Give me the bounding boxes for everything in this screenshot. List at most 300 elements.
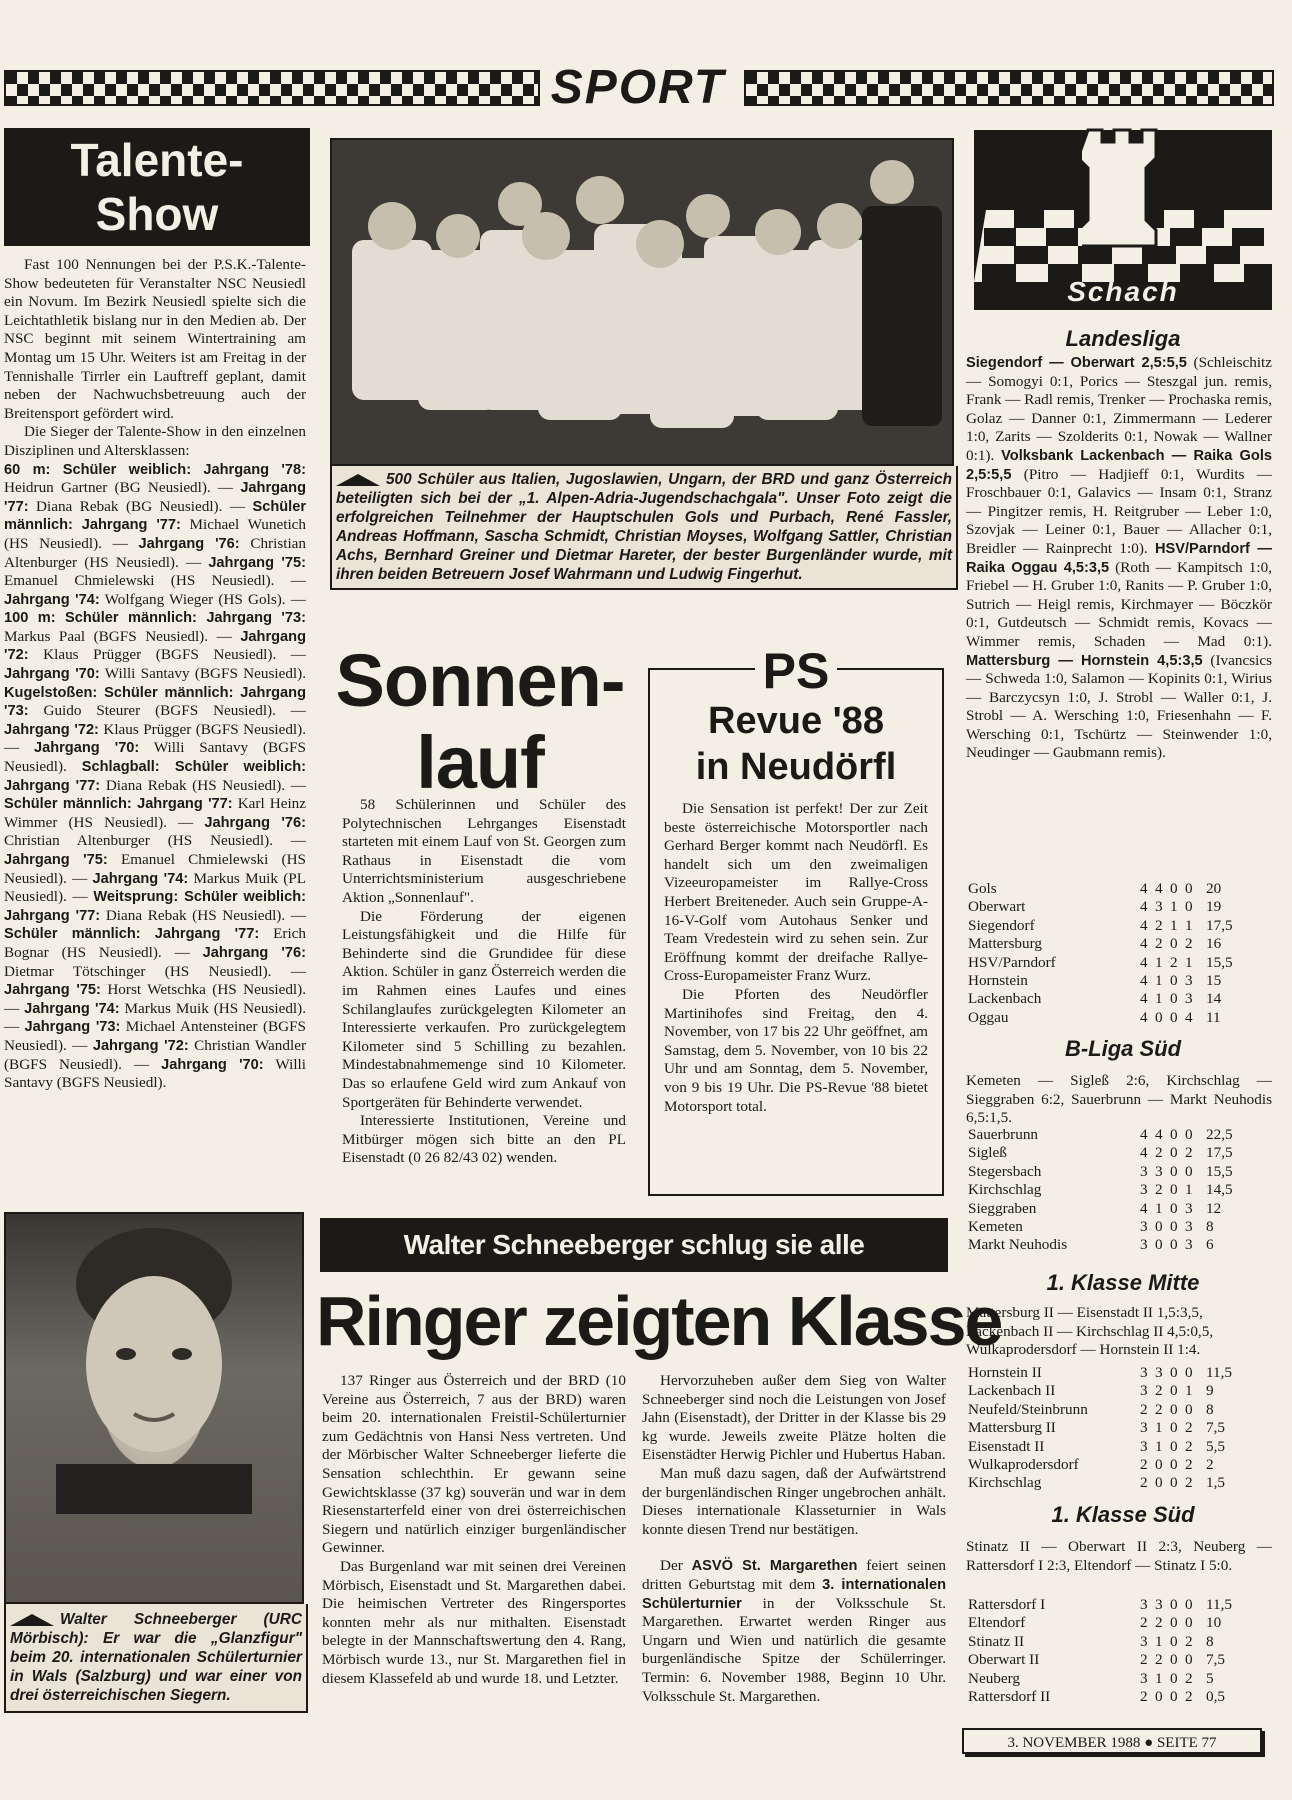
landesliga-team: Gols [968, 880, 997, 897]
section-title: SPORT [550, 61, 726, 114]
mitte-team: Hornstein II [968, 1364, 1042, 1381]
talente-result-bold-17: Weitsprung: Schüler weiblich: Jahrgang '77: [4, 889, 306, 924]
bliga-points: 14,5 [1206, 1181, 1233, 1199]
bliga-row [968, 1181, 1268, 1199]
sued-stat: 1 [1155, 1669, 1163, 1687]
talente-result-bold-0: 60 m: Schüler weiblich: Jahrgang '78: [4, 461, 306, 478]
sued-stat: 0 [1185, 1614, 1193, 1632]
landesliga-match-bold-3: Mattersburg — Hornstein 4,5:3,5 [966, 652, 1203, 669]
bliga-row [968, 1236, 1268, 1254]
talente-result-text-20: Horst Wetschka (HS Neusiedl). — [4, 981, 306, 1017]
header-checker-left [4, 70, 540, 106]
mitte-title: 1. Klasse Mitte [1046, 1270, 1200, 1295]
talente-result-bold-6: 100 m: Schüler männlich: Jahrgang '73: [4, 610, 306, 627]
bliga-table [968, 1126, 1268, 1255]
landesliga-stat: 4 [1140, 1008, 1148, 1026]
landesliga-row [968, 972, 1268, 990]
talente-result-bold-8: Jahrgang '70: [4, 666, 100, 683]
sued-points: 8 [1206, 1632, 1214, 1650]
talente-title-2: Show [95, 188, 219, 240]
sued-stat: 2 [1185, 1632, 1193, 1650]
talente-result-text-8: Willi Santavy (BGFS Neusiedl). [99, 665, 306, 683]
mitte-stat: 2 [1140, 1474, 1148, 1492]
bliga-stat: 0 [1155, 1218, 1163, 1236]
mitte-stat: 1 [1155, 1419, 1163, 1437]
sued-points: 0,5 [1206, 1688, 1225, 1706]
landesliga-row [968, 1009, 1268, 1027]
sued-team: Stinatz II [968, 1632, 1025, 1650]
landesliga-points: 15 [1206, 972, 1222, 990]
bliga-team: Kirchschlag [968, 1181, 1042, 1199]
landesliga-row [968, 880, 1268, 898]
sonnenlauf-p1: 58 Schülerinnen und Schüler des Polytechnischen Lehrganges Eisenstadt starteten mit einem Lauf von St. Georgen zum Rathaus in Eisenstadt die vom Unterrichtsministerium ausgeschriebene Aktion „Sonnenlauf". [342, 796, 626, 906]
talente-result-text-2: Michael Wunetich (HS Neusiedl). — [4, 516, 306, 552]
talente-result-text-16: Markus Muik (PL Neusiedl). — [4, 869, 306, 906]
sued-team: Rattersdorf II [968, 1688, 1051, 1706]
sued-points: 5 [1206, 1669, 1214, 1687]
ps-p2: Die Pforten des Neudörfler Martinihofes sind Freitag, den 4. November, von 17 bis 22 Uhr geöffnet, am Samstag, dem 5. November, von 10 bis 22 Uhr und am Sonntag, dem 5. November, von 9 bis 19 Uhr. Die PS-Revue '88 bietet Motorsport total. [664, 985, 928, 1115]
talente-result-bold-9: Kugelstoßen: Schüler männlich: Jahrgang '73: [4, 684, 306, 720]
footer-date-page: 3. NOVEMBER 1988 ● SEITE 77 [962, 1728, 1262, 1754]
mitte-stat: 1 [1185, 1382, 1193, 1400]
caption-arrow-icon [336, 474, 380, 486]
mitte-team: Mattersburg II [968, 1419, 1056, 1437]
landesliga-match-text-2: (Roth — Kampitsch 1:0, Friebel — H. Gruber 1:0, Ranits — P. Gruber 1:0, Sutrich — Heigl remis, Kirchmayer — Böczkör 0:1, Gutdeutsch — Schmidt remis, Kovacs — Wimmer remis, Schaden — Mad 0:1). [966, 558, 1272, 650]
sued-stat: 1 [1155, 1632, 1163, 1650]
mitte-points: 2 [1206, 1456, 1214, 1474]
bliga-stat: 3 [1140, 1162, 1148, 1180]
sued-stat: 0 [1155, 1688, 1163, 1706]
talente-result-bold-5: Jahrgang '74: [4, 591, 100, 608]
mitte-stat: 2 [1140, 1400, 1148, 1418]
landesliga-points: 11 [1206, 1008, 1221, 1026]
bliga-stat: 4 [1140, 1126, 1148, 1143]
sued-stat: 3 [1140, 1596, 1148, 1613]
bliga-points: 17,5 [1206, 1144, 1233, 1162]
landesliga-stat: 4 [1155, 880, 1163, 897]
landesliga-stat: 2 [1155, 935, 1163, 953]
talente-result-text-3: Christian Altenburger (HS Neusiedl). — [4, 534, 306, 571]
landesliga-points: 20 [1206, 880, 1222, 897]
landesliga-stat: 0 [1170, 972, 1178, 990]
sonnenlauf-headline [330, 640, 630, 804]
portrait-photo [4, 1212, 304, 1604]
mitte-results: Mattersburg II — Eisenstadt II 1,5:3,5, Lackenbach II — Kirchschlag II 4,5:0,5, Wulkaprodersdorf — Hornstein II 1:4. [966, 1304, 1214, 1359]
landesliga-stat: 1 [1155, 972, 1163, 990]
mitte-stat: 1 [1155, 1437, 1163, 1455]
talente-result-text-14: Christian Altenburger (HS Neusiedl). — [4, 832, 306, 850]
talente-result-text-5: Wolfgang Wieger (HS Gols). — [99, 590, 306, 608]
landesliga-team: Oberwart [968, 898, 1026, 916]
landesliga-stat: 0 [1170, 880, 1178, 897]
landesliga-match-text-1: (Pitro — Hadjieff 0:1, Wurdits — Froschbauer 0:1, Galavics — Insam 0:1, Stranz — Pingitzer remis, H. Reitgruber — Leber 1:0, Szovjak — Leiner 0:1, Bauer — Allacher 0:1, Breidler — Rainprecht 1:0). [966, 465, 1272, 557]
sued-stat: 2 [1155, 1651, 1163, 1669]
landesliga-stat: 4 [1140, 880, 1148, 897]
ps-title-3: in Neudörfl [695, 746, 897, 788]
landesliga-row [968, 935, 1268, 953]
mitte-stat: 0 [1155, 1456, 1163, 1474]
bliga-stat: 0 [1170, 1199, 1178, 1217]
talente-result-text-23: Christian Wandler (BGFS Neusiedl). — [4, 1036, 306, 1073]
mitte-points: 7,5 [1206, 1419, 1225, 1437]
mitte-stat: 2 [1185, 1437, 1193, 1455]
sued-stat: 2 [1140, 1651, 1148, 1669]
sued-table [968, 1596, 1268, 1706]
landesliga-points: 15,5 [1206, 953, 1233, 971]
landesliga-points: 14 [1206, 990, 1222, 1008]
sued-points: 7,5 [1206, 1651, 1225, 1669]
ringer-c2p3-a: Der [660, 1557, 692, 1575]
talente-result-bold-10: Jahrgang '72: [4, 721, 99, 738]
landesliga-stat: 3 [1185, 972, 1193, 990]
sued-stat: 0 [1170, 1651, 1178, 1669]
schach-logo [974, 130, 1272, 310]
bliga-stat: 1 [1155, 1199, 1163, 1217]
mitte-stat: 3 [1140, 1419, 1148, 1437]
mitte-row [968, 1382, 1268, 1400]
bliga-row [968, 1200, 1268, 1218]
talente-result-text-21: Markus Muik (HS Neusiedl). — [4, 999, 306, 1036]
talente-result-bold-21: Jahrgang '74: [24, 1000, 120, 1017]
landesliga-match-bold-2: HSV/Parndorf — Raika Oggau 4,5:3,5 [966, 540, 1272, 576]
mitte-points: 11,5 [1206, 1364, 1233, 1381]
bliga-team: Sigleß [968, 1144, 1007, 1162]
landesliga-row [968, 954, 1268, 972]
bliga-stat: 3 [1185, 1199, 1193, 1217]
landesliga-stat: 4 [1140, 953, 1148, 971]
talente-result-text-13: Karl Heinz Wimmer (HS Neusiedl). — [4, 795, 306, 831]
talente-result-bold-11: Jahrgang '70: [33, 740, 140, 757]
mitte-row [968, 1401, 1268, 1419]
talente-results [4, 461, 306, 1093]
bliga-stat: 0 [1170, 1218, 1178, 1236]
landesliga-points: 16 [1206, 935, 1222, 953]
sued-stat: 0 [1170, 1632, 1178, 1650]
team-photo-caption-text: 500 Schüler aus Italien, Jugoslawien, Ungarn, der BRD und ganz Österreich beteiligten sich bei der „1. Alpen-Adria-Jugendschachgala". Unser Foto zeigt die erfolgreichen Teilnehmer der Hauptschulen Gols und Purbach, René Fassler, Andreas Hoffmann, Sascha Schmidt, Christian Moyses, Wolfgang Sattler, Christian Achs, Bernhard Greiner und Dietmar Hareter, der bester Burgenländer wurde, mit ihren beiden Betreuern Josef Wahrmann und Ludwig Fingerhut. [336, 471, 952, 583]
mitte-stat: 2 [1185, 1456, 1193, 1474]
mitte-row [968, 1474, 1268, 1492]
landesliga-points: 19 [1206, 898, 1222, 916]
ps-p1: Die Sensation ist perfekt! Der zur Zeit beste österreichische Motorsportler nach Gerhard Berger kommt nach Neudörfl. Es handelt sich um den zweimaligen Vizeeuropameister im Rallye-Cross Herbert Breiteneder. Auch sein Gruppe-A-16-V-Golf vom Autohaus Senker und Team Vredestein wird zu sehen sein. Zur Eröffnung kommt der dreifache Rallye-Cross-Europameister Franz Wurz. [664, 800, 928, 985]
talente-result-bold-20: Jahrgang '75: [4, 982, 101, 999]
ringer-c1p1: 137 Ringer aus Österreich und der BRD (10 Vereine aus Österreich, 7 aus der BRD) waren beim 20. internationalen Freistil-Schülerturnier zum Gedächtnis von Hansi Ness vertreten. Und der Mörbischer Walter Schneeberger lieferte die Sensation schlechthin. Er gewann seine Gewichtsklasse (37 kg) souverän und war in dem Riesenstarterfeld einer von drei österreichischen Siegern und natürlich einziger burgenländischer Gewinner. [322, 1372, 626, 1557]
landesliga-team: Oggau [968, 1008, 1009, 1026]
mitte-stat: 2 [1185, 1474, 1193, 1492]
talente-result-text-10: Klaus Prügger (BGFS Neusiedl). — [4, 720, 307, 757]
bliga-stat: 0 [1185, 1162, 1193, 1180]
talente-result-bold-24: Jahrgang '70: [161, 1056, 264, 1073]
rook-icon [1082, 126, 1162, 266]
landesliga-match-bold-0: Siegendorf — Oberwart 2,5:5,5 [966, 355, 1187, 371]
mitte-stat: 0 [1170, 1364, 1178, 1381]
ringer-headline: Ringer zeigten Klasse [316, 1282, 1002, 1360]
landesliga-match-text-3: (Ivancsics — Schweda 1:0, Salamon — Kopinits 0:1, Wirius — Barczycsyn 1:0, J. Strobl — Waller 0:1, J. Strobl — A. Wersching 1:0, Friesenhahn — F. Wersching 0:1, Tschürtz — Steinwender 1:0, Neudinger — Gaubmann remis). [966, 651, 1272, 762]
talente-result-bold-12: Schlagball: Schüler weiblich: Jahrgang '77: [4, 759, 306, 794]
bliga-stat: 4 [1140, 1199, 1148, 1217]
mitte-row [968, 1419, 1268, 1437]
mitte-table [968, 1364, 1268, 1493]
bliga-stat: 0 [1155, 1236, 1163, 1254]
bliga-team: Sauerbrunn [968, 1126, 1039, 1143]
ps-title-1: PS [755, 644, 838, 698]
bliga-points: 8 [1206, 1218, 1214, 1236]
landesliga-stat: 0 [1170, 990, 1178, 1008]
sued-stat: 2 [1140, 1614, 1148, 1632]
sued-row [968, 1651, 1268, 1669]
mitte-stat: 2 [1185, 1419, 1193, 1437]
bliga-stat: 3 [1140, 1236, 1148, 1254]
sued-stat: 0 [1170, 1688, 1178, 1706]
mitte-points: 5,5 [1206, 1437, 1225, 1455]
mitte-points: 9 [1206, 1382, 1214, 1400]
sued-stat: 3 [1140, 1669, 1148, 1687]
talente-result-text-11: Willi Santavy (BGFS Neusiedl). [4, 739, 306, 776]
sued-stat: 3 [1140, 1632, 1148, 1650]
mitte-stat: 2 [1155, 1400, 1163, 1418]
talente-result-text-17: Diana Rebak (HS Neusiedl). — [100, 906, 306, 924]
talente-result-bold-16: Jahrgang '74: [92, 870, 189, 887]
ringer-col-2 [642, 1372, 946, 1706]
sued-stat: 0 [1170, 1614, 1178, 1632]
caption-arrow-icon [10, 1614, 54, 1626]
sued-results: Stinatz II — Oberwart II 2:3, Neuberg — Rattersdorf I 2:3, Eltendorf — Stinatz I 5:0. [966, 1538, 1272, 1574]
bliga-team: Sieggraben [968, 1199, 1037, 1217]
landesliga-stat: 4 [1140, 972, 1148, 990]
talente-p1: Fast 100 Nennungen bei der P.S.K.-Talente-Show bedeuteten für Veranstalter NSC Neusiedl ein Novum. Im Bezirk Neusiedl spielte sich die Leichtathletik bislang nur in den Medien ab. Der NSC beginnt mit seinem Wintertraining am Montag um 15 Uhr. Weiters ist am Freitag in der Tennishalle Tirrler ein Lauftreff geplant, damit neben der Nachwuchsbetreuung auch der Breitensport gefördert wird. [4, 256, 306, 422]
mitte-row [968, 1364, 1268, 1382]
ps-revue-headline [650, 644, 942, 790]
landesliga-stat: 1 [1185, 916, 1193, 934]
talente-result-bold-1: Jahrgang '77: [4, 480, 306, 515]
portrait-caption-text: Walter Schneeberger (URC Mörbisch): Er war die „Glanzfigur" beim 20. internationalen Schülerturnier in Wals (Salzburg) und war einer von drei österreichischen Siegern. [10, 1611, 302, 1704]
landesliga-results [966, 354, 1272, 763]
landesliga-stat: 1 [1185, 953, 1193, 971]
landesliga-stat: 3 [1155, 898, 1163, 916]
sued-stat: 2 [1185, 1688, 1193, 1706]
talente-result-bold-22: Jahrgang '73: [24, 1019, 121, 1036]
bliga-stat: 0 [1170, 1236, 1178, 1254]
talente-result-text-22: Michael Antensteiner (BGFS Neusiedl). — [4, 1018, 306, 1054]
bliga-points: 22,5 [1206, 1126, 1233, 1143]
sued-stat: 0 [1170, 1669, 1178, 1687]
landesliga-team: HSV/Parndorf [968, 953, 1056, 971]
bliga-stat: 2 [1155, 1181, 1163, 1199]
bliga-team: Stegersbach [968, 1162, 1042, 1180]
bliga-points: 6 [1206, 1236, 1214, 1254]
sued-team: Neuberg [968, 1669, 1021, 1687]
landesliga-stat: 0 [1185, 880, 1193, 897]
mitte-stat: 2 [1155, 1382, 1163, 1400]
landesliga-stat: 2 [1185, 935, 1193, 953]
sonnenlauf-title-1: Sonnen- [335, 639, 625, 722]
landesliga-stat: 1 [1155, 953, 1163, 971]
landesliga-stat: 0 [1170, 1008, 1178, 1026]
sued-stat: 0 [1185, 1596, 1193, 1613]
talente-result-bold-7: Jahrgang '72: [4, 628, 306, 664]
ringer-c1p2: Das Burgenland war mit seinen drei Vereinen Mörbisch, Eisenstadt und St. Margarethen dabei. Die heimischen Vertreter des Ringersportes konnten mehr als nur mithalten. Eisenstadt belegte in der Mannschaftswertung den 4. Rang, Mörbisch wurde 13., nur St. Margarethen fiel in diesem Klassefeld ab und wurde 18. und Letzter. [322, 1557, 626, 1687]
talente-result-bold-18: Schüler männlich: Jahrgang '77: [4, 926, 260, 943]
talente-result-bold-2: Schüler männlich: Jahrgang '77: [4, 498, 306, 534]
bliga-stat: 3 [1185, 1218, 1193, 1236]
mitte-stat: 0 [1185, 1364, 1193, 1381]
talente-result-text-6: Markus Paal (BGFS Neusiedl). — [4, 627, 241, 645]
mitte-stat: 3 [1140, 1437, 1148, 1455]
landesliga-stat: 1 [1155, 990, 1163, 1008]
talente-result-text-4: Emanuel Chmielewski (HS Neusiedl). — [4, 572, 306, 590]
landesliga-title: Landesliga [1065, 326, 1181, 351]
bliga-row [968, 1218, 1268, 1236]
mitte-team: Neufeld/Steinbrunn [968, 1400, 1088, 1418]
bliga-title: B-Liga Süd [1064, 1036, 1182, 1061]
mitte-stat: 3 [1140, 1382, 1148, 1400]
landesliga-stat: 1 [1170, 898, 1178, 916]
mitte-stat: 0 [1170, 1456, 1178, 1474]
sued-stat: 0 [1170, 1596, 1178, 1613]
mitte-stat: 0 [1155, 1474, 1163, 1492]
talente-result-bold-19: Jahrgang '76: [202, 944, 306, 961]
mitte-stat: 0 [1170, 1419, 1178, 1437]
team-photo-figures [332, 140, 952, 464]
talente-result-text-9: Guido Steurer (BGFS Neusiedl). — [28, 702, 306, 720]
landesliga-stat: 4 [1140, 990, 1148, 1008]
landesliga-row [968, 990, 1268, 1008]
sonnenlauf-p3: Interessierte Institutionen, Vereine und Mitbürger mögen sich bitte an den PL Eisenstadt (0 26 82/43 02) wenden. [342, 1112, 626, 1167]
landesliga-match-bold-1: Volksbank Lackenbach — Raika Gols 2,5:5,5 [966, 447, 1272, 483]
sued-title: 1. Klasse Süd [1051, 1502, 1195, 1527]
sued-row [968, 1688, 1268, 1706]
bliga-stat: 3 [1140, 1218, 1148, 1236]
talente-result-bold-3: Jahrgang '76: [138, 535, 240, 552]
talente-result-text-1: Diana Rebak (BG Neusiedl). — [28, 497, 253, 515]
header-checker-right [744, 70, 1274, 106]
mitte-stat: 3 [1155, 1364, 1163, 1381]
landesliga-points: 17,5 [1206, 916, 1233, 934]
talente-result-bold-14: Jahrgang '76: [204, 814, 306, 831]
ringer-col-1 [322, 1372, 626, 1688]
talente-result-text-18: Erich Bognar (HS Neusiedl). — [4, 925, 306, 961]
mitte-row [968, 1438, 1268, 1456]
bliga-stat: 4 [1155, 1126, 1163, 1143]
ringer-c2p3 [642, 1557, 946, 1706]
landesliga-stat: 2 [1155, 916, 1163, 934]
sued-team: Eltendorf [968, 1614, 1026, 1632]
talente-result-text-7: Klaus Prügger (BGFS Neusiedl). — [28, 646, 306, 664]
ringer-c2p3-e: in der Volksschule St. Margarethen. Erwartet werden Ringer aus Ungarn und Wien und natürlich die gesamte burgenländische Spitze der Schülerringer. Termin: 6. November 1988, Beginn 10 Uhr. Volksschule St. Margarethen. [642, 1594, 946, 1705]
landesliga-stat: 0 [1185, 898, 1193, 916]
landesliga-team: Hornstein [968, 972, 1028, 990]
ringer-kicker: Walter Schneeberger schlug sie alle [320, 1218, 948, 1272]
talente-result-text-12: Diana Rebak (HS Neusiedl). — [100, 776, 306, 794]
landesliga-stat: 3 [1185, 990, 1193, 1008]
landesliga-row [968, 917, 1268, 935]
ringer-c2p3-c: feiert seinen dritten Geburtstag mit dem [642, 1557, 946, 1593]
landesliga-stat: 2 [1170, 953, 1178, 971]
sued-points: 11,5 [1206, 1596, 1233, 1613]
bliga-stat: 2 [1155, 1144, 1163, 1162]
talente-result-bold-4: Jahrgang '75: [208, 554, 306, 571]
sued-row [968, 1670, 1268, 1688]
landesliga-team: Siegendorf [968, 916, 1035, 934]
bliga-stat: 0 [1170, 1126, 1178, 1143]
bliga-stat: 0 [1170, 1181, 1178, 1199]
talente-result-bold-13: Schüler männlich: Jahrgang '77: [4, 796, 233, 813]
landesliga-stat: 4 [1185, 1008, 1193, 1026]
mitte-points: 1,5 [1206, 1474, 1225, 1492]
team-photo-caption [330, 466, 958, 590]
talente-result-text-0: Heidrun Gartner (BG Neusiedl). — [4, 479, 241, 497]
bliga-points: 12 [1206, 1199, 1222, 1217]
bliga-team: Markt Neuhodis [968, 1236, 1068, 1254]
sued-team: Oberwart II [968, 1651, 1040, 1669]
sonnenlauf-article [342, 796, 626, 1168]
talente-result-bold-23: Jahrgang '72: [92, 1037, 189, 1054]
sued-stat: 0 [1185, 1651, 1193, 1669]
landesliga-stat: 1 [1170, 916, 1178, 934]
talente-article [4, 256, 306, 1093]
ps-article [664, 800, 928, 1116]
bliga-team: Kemeten [968, 1218, 1023, 1236]
bliga-stat: 2 [1185, 1144, 1193, 1162]
schach-label: Schach [1067, 276, 1179, 307]
sued-stat: 2 [1155, 1614, 1163, 1632]
sued-row [968, 1614, 1268, 1632]
bliga-stat: 3 [1140, 1181, 1148, 1199]
sued-stat: 3 [1155, 1596, 1163, 1613]
bliga-stat: 3 [1155, 1162, 1163, 1180]
team-photo [330, 138, 954, 466]
talente-headline-box [4, 128, 310, 246]
sued-row [968, 1633, 1268, 1651]
portrait-caption [4, 1604, 308, 1713]
sonnenlauf-p2: Die Förderung der eigenen Leistungsfähigkeit und die Hilfe für Behinderte sind die Grundidee für diese Aktion. Schüler in ganz Österreich werden die im Rahmen eines Laufes und eines Schilanglaufes zurückgelegten Kilometer an Interessierte verkaufen. Pro zurückgelegtem Kilometer sind 5 Schilling zu bezahlen. Mindestabnahmemenge sind 10 Kilometer. Das so erlaufene Geld wird zum Ankauf von Sportgeräten für Behinderte verwendet. [342, 907, 626, 1111]
landesliga-stat: 4 [1140, 935, 1148, 953]
bliga-stat: 0 [1170, 1144, 1178, 1162]
talente-result-bold-15: Jahrgang '75: [4, 852, 108, 868]
talente-title-1: Talente- [70, 134, 244, 186]
mitte-stat: 0 [1170, 1400, 1178, 1418]
bliga-stat: 3 [1185, 1236, 1193, 1254]
ringer-c2p3-d: 3. internationalen Schülerturnier [642, 1576, 946, 1612]
bliga-row [968, 1163, 1268, 1181]
sued-row [968, 1596, 1268, 1614]
portrait-figure [6, 1214, 302, 1514]
landesliga-stat: 4 [1140, 898, 1148, 916]
talente-p2: Die Sieger der Talente-Show in den einzelnen Disziplinen und Altersklassen: [4, 423, 306, 459]
landesliga-stat: 0 [1170, 935, 1178, 953]
talente-result-text-15: Emanuel Chmielewski (HS Neusiedl). — [4, 851, 306, 887]
sued-points: 10 [1206, 1614, 1222, 1632]
landesliga-team: Mattersburg [968, 935, 1042, 953]
mitte-team: Eisenstadt II [968, 1437, 1045, 1455]
landesliga-match-text-0: (Schleischitz — Somogyi 0:1, Porics — Steszgal jun. remis, Frank — Radl remis, Trenker — Prochaska remis, Golaz — Danner 0:1, Zimmermann — Lederer 1:0, Zarits — Szolderits 0:1, Nowak — Wallner 0:1). [966, 354, 1272, 464]
mitte-stat: 0 [1170, 1437, 1178, 1455]
ringer-c2p1: Hervorzuheben außer dem Sieg von Walter Schneeberger sind noch die Leistungen von Josef Jahn (Eisenstadt), der Dritter in der Klasse bis 29 kg wurde. Jeweils zweite Plätze holten die Eisenstädter Herwig Pichler und Hubertus Haban. [642, 1372, 946, 1464]
bliga-stat: 1 [1185, 1181, 1193, 1199]
mitte-row [968, 1456, 1268, 1474]
bliga-results: Kemeten — Sigleß 2:6, Kirchschlag — Sieggraben 6:2, Sauerbrunn — Markt Neuhodis 6,5:1,5. [966, 1072, 1272, 1127]
bliga-stat: 0 [1185, 1126, 1193, 1143]
mitte-team: Kirchschlag [968, 1474, 1042, 1492]
sued-team: Rattersdorf I [968, 1596, 1046, 1613]
mitte-stat: 0 [1185, 1400, 1193, 1418]
mitte-stat: 2 [1140, 1456, 1148, 1474]
bliga-stat: 0 [1170, 1162, 1178, 1180]
landesliga-table [968, 880, 1268, 1027]
sued-stat: 2 [1140, 1688, 1148, 1706]
mitte-stat: 3 [1140, 1364, 1148, 1381]
landesliga-row [968, 898, 1268, 916]
landesliga-team: Lackenbach [968, 990, 1042, 1008]
